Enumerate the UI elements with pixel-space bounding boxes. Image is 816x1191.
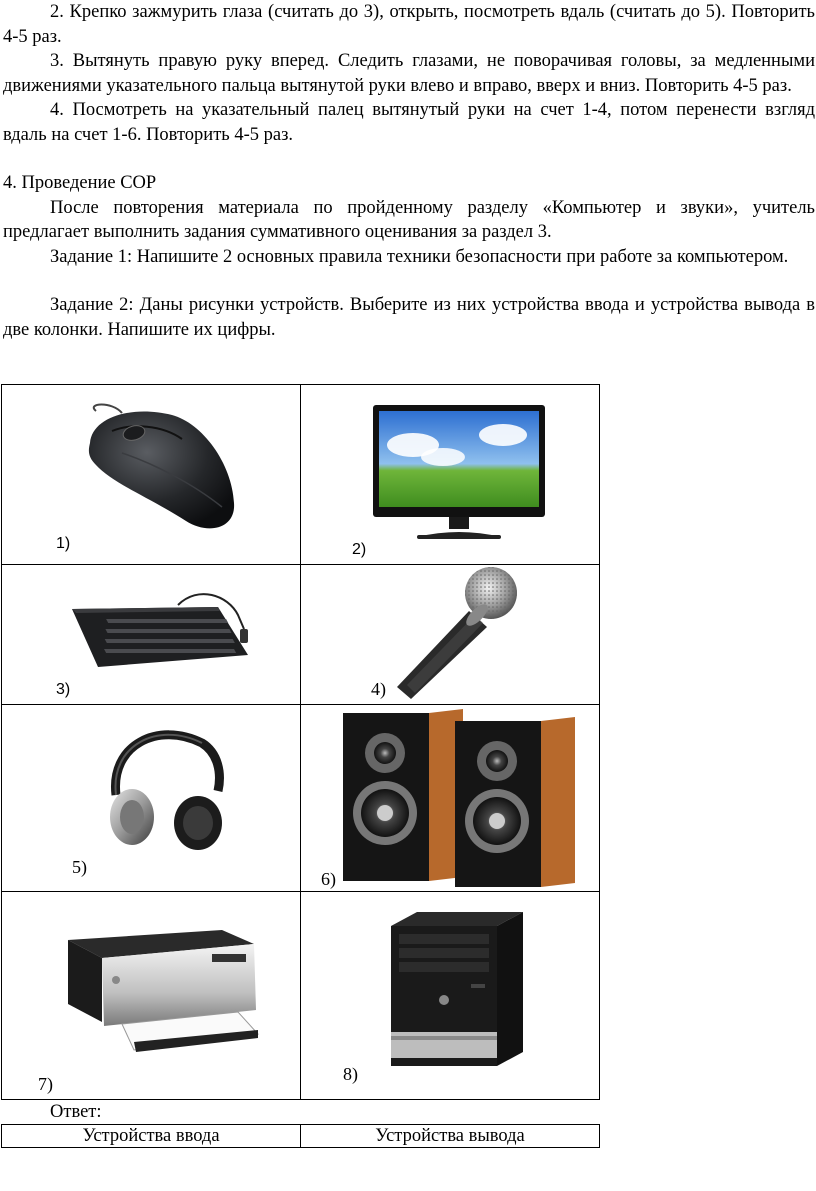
device-number: 6) — [321, 869, 336, 889]
section-heading: 4. Проведение СОР — [3, 173, 157, 193]
microphone-icon — [391, 565, 531, 701]
keyboard-icon — [68, 585, 258, 675]
device-cell-1 — [2, 385, 301, 565]
answer-label: Ответ: — [50, 1102, 102, 1122]
device-cell-7 — [2, 892, 301, 1100]
device-cell-3 — [2, 565, 301, 705]
device-cell-8 — [301, 892, 600, 1100]
device-number: 5) — [72, 857, 87, 877]
output-devices-header: Устройства вывода — [301, 1125, 600, 1148]
task-1: Задание 1: Напишите 2 основных правила техники безопасности при работе за компьютером. — [50, 246, 789, 267]
device-cell-2 — [301, 385, 600, 565]
device-number: 7) — [38, 1074, 53, 1094]
task-2: Задание 2: Даны рисунки устройств. Выберите из них устройства ввода и устройства вывода в две колонки. Напишите их цифры. — [3, 295, 815, 340]
intro-paragraph: После повторения материала по пройденному разделу «Компьютер и звуки», учитель предлагает выполнить задания суммативного оценивания за раздел 3. — [3, 197, 815, 242]
device-cell-4 — [301, 565, 600, 705]
speakers-icon — [343, 709, 579, 889]
device-number: 8) — [343, 1064, 358, 1084]
device-cell-6 — [301, 705, 600, 892]
answer-table — [1, 1124, 600, 1148]
exercise-step-2: 2. Крепко зажмурить глаза (считать до 3), открыть, посмотреть вдаль (считать до 5). Повторить 4-5 раз. — [3, 2, 815, 47]
printer-icon — [62, 930, 262, 1056]
document-page — [0, 0, 816, 342]
input-devices-header: Устройства ввода — [2, 1125, 301, 1148]
device-number: 2) — [352, 541, 367, 558]
exercise-step-4: 4. Посмотреть на указательный палец вытянутый руки на счет 1-4, потом перенести взгляд вдаль на счет 1-6. Повторить 4-5 раз. — [3, 100, 815, 145]
system-unit-icon — [391, 906, 523, 1072]
exercise-step-3: 3. Вытянуть правую руку вперед. Следить глазами, не поворачивая головы, за медленными движениями указательного пальца вытянутой руки влево и вправо, вверх и вниз. Повторить 4-5 раз. — [3, 51, 815, 96]
monitor-icon — [373, 405, 545, 541]
devices-table — [1, 384, 600, 1100]
headphones-icon — [102, 725, 226, 851]
mouse-icon — [82, 403, 242, 531]
device-number: 3) — [56, 681, 71, 698]
device-number: 4) — [371, 679, 386, 699]
device-number: 1) — [56, 535, 71, 552]
device-cell-5 — [2, 705, 301, 892]
